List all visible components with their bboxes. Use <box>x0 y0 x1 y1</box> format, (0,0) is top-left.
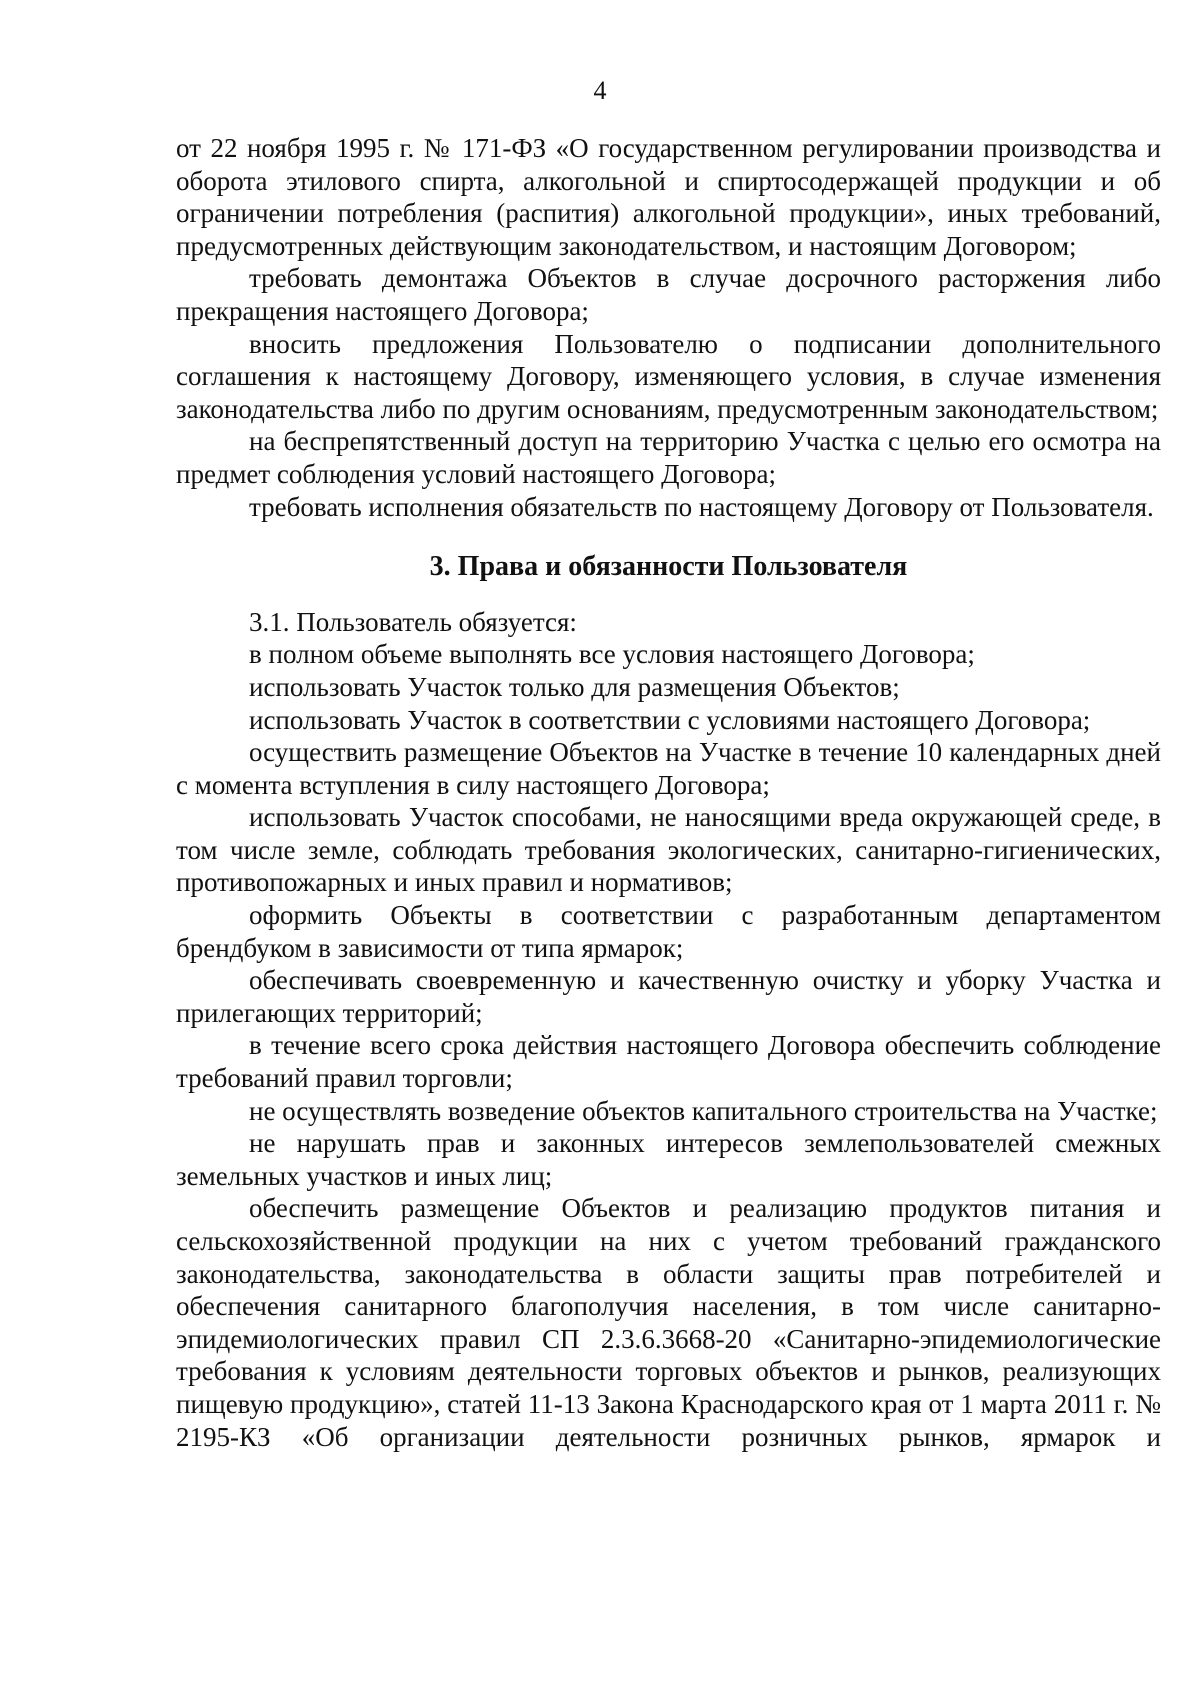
paragraph-obligation: в полном объеме выполнять все условия настоящего Договора; <box>249 639 975 670</box>
paragraph-right-demand-dismantling: требовать демонтажа Объектов в случае досрочного расторжения либо прекращения настоящего Договора; <box>176 263 1161 326</box>
paragraph-right-access: на беспрепятственный доступ на территорию Участка с целью его осмотра на предмет соблюдения условий настоящего Договора; <box>176 426 1161 489</box>
paragraph-obligation: использовать Участок в соответствии с условиями настоящего Договора; <box>249 704 1091 735</box>
paragraph-obligation: оформить Объекты в соответствии с разработанным департаментом брендбуком в зависимости от типа ярмарок; <box>176 900 1161 963</box>
paragraph-obligation: использовать Участок только для размещения Объектов; <box>249 671 900 702</box>
paragraph-right-demand-obligations: требовать исполнения обязательств по настоящему Договору от Пользователя. <box>249 491 1154 522</box>
paragraph-obligation: не осуществлять возведение объектов капитального строительства на Участке; <box>249 1095 1158 1126</box>
paragraph-obligation: осуществить размещение Объектов на Участке в течение 10 календарных дней с момента вступления в силу настоящего Договора; <box>176 737 1161 800</box>
paragraph-clause-3-1: 3.1. Пользователь обязуется: <box>249 606 577 637</box>
document-body <box>176 132 1161 1453</box>
page-number: 4 <box>593 76 607 105</box>
paragraph-right-propose-agreement: вносить предложения Пользователю о подписании дополнительного соглашения к настоящему Договору, изменяющего условия, в случае изменения законодательства либо по другим основаниям, предусмотренным законодательством; <box>176 328 1161 424</box>
section-heading: 3. Права и обязанности Пользователя <box>429 551 908 583</box>
paragraph-obligation: не нарушать прав и законных интересов землепользователей смежных земельных участков и иных лиц; <box>176 1128 1161 1191</box>
paragraph-continuation: от 22 ноября 1995 г. № 171-ФЗ «О государственном регулировании производства и оборота этилового спирта, алкогольной и спиртосодержащей продукции и об ограничении потребления (распития) алкогольной продукции», иных требований, предусмотренных действующим законодательством, и настоящим Договором; <box>176 133 1161 261</box>
paragraph-obligation: использовать Участок способами, не наносящими вреда окружающей среде, в том числе земле, соблюдать требования экологических, санитарно-гигиенических, противопожарных и иных правил и нормативов; <box>176 802 1161 898</box>
paragraph-obligation-continues: обеспечить размещение Объектов и реализацию продуктов питания и сельскохозяйственной продукции на них с учетом требований гражданского законодательства, законодательства в области защиты прав потребителей и обеспечения санитарного благополучия населения, в том числе санитарно-эпидемиологических правил СП 2.3.6.3668-20 «Санитарно-эпидемиологические требования к условиям деятельности торговых объектов и рынков, реализующих пищевую продукцию», статей 11-13 Закона Краснодарского края от 1 марта 2011 г. № 2195-КЗ «Об организации деятельности розничных рынков, ярмарок и <box>176 1193 1161 1452</box>
paragraph-obligation: обеспечивать своевременную и качественную очистку и уборку Участка и прилегающих территорий; <box>176 965 1161 1028</box>
paragraph-obligation: в течение всего срока действия настоящего Договора обеспечить соблюдение требований правил торговли; <box>176 1030 1161 1094</box>
